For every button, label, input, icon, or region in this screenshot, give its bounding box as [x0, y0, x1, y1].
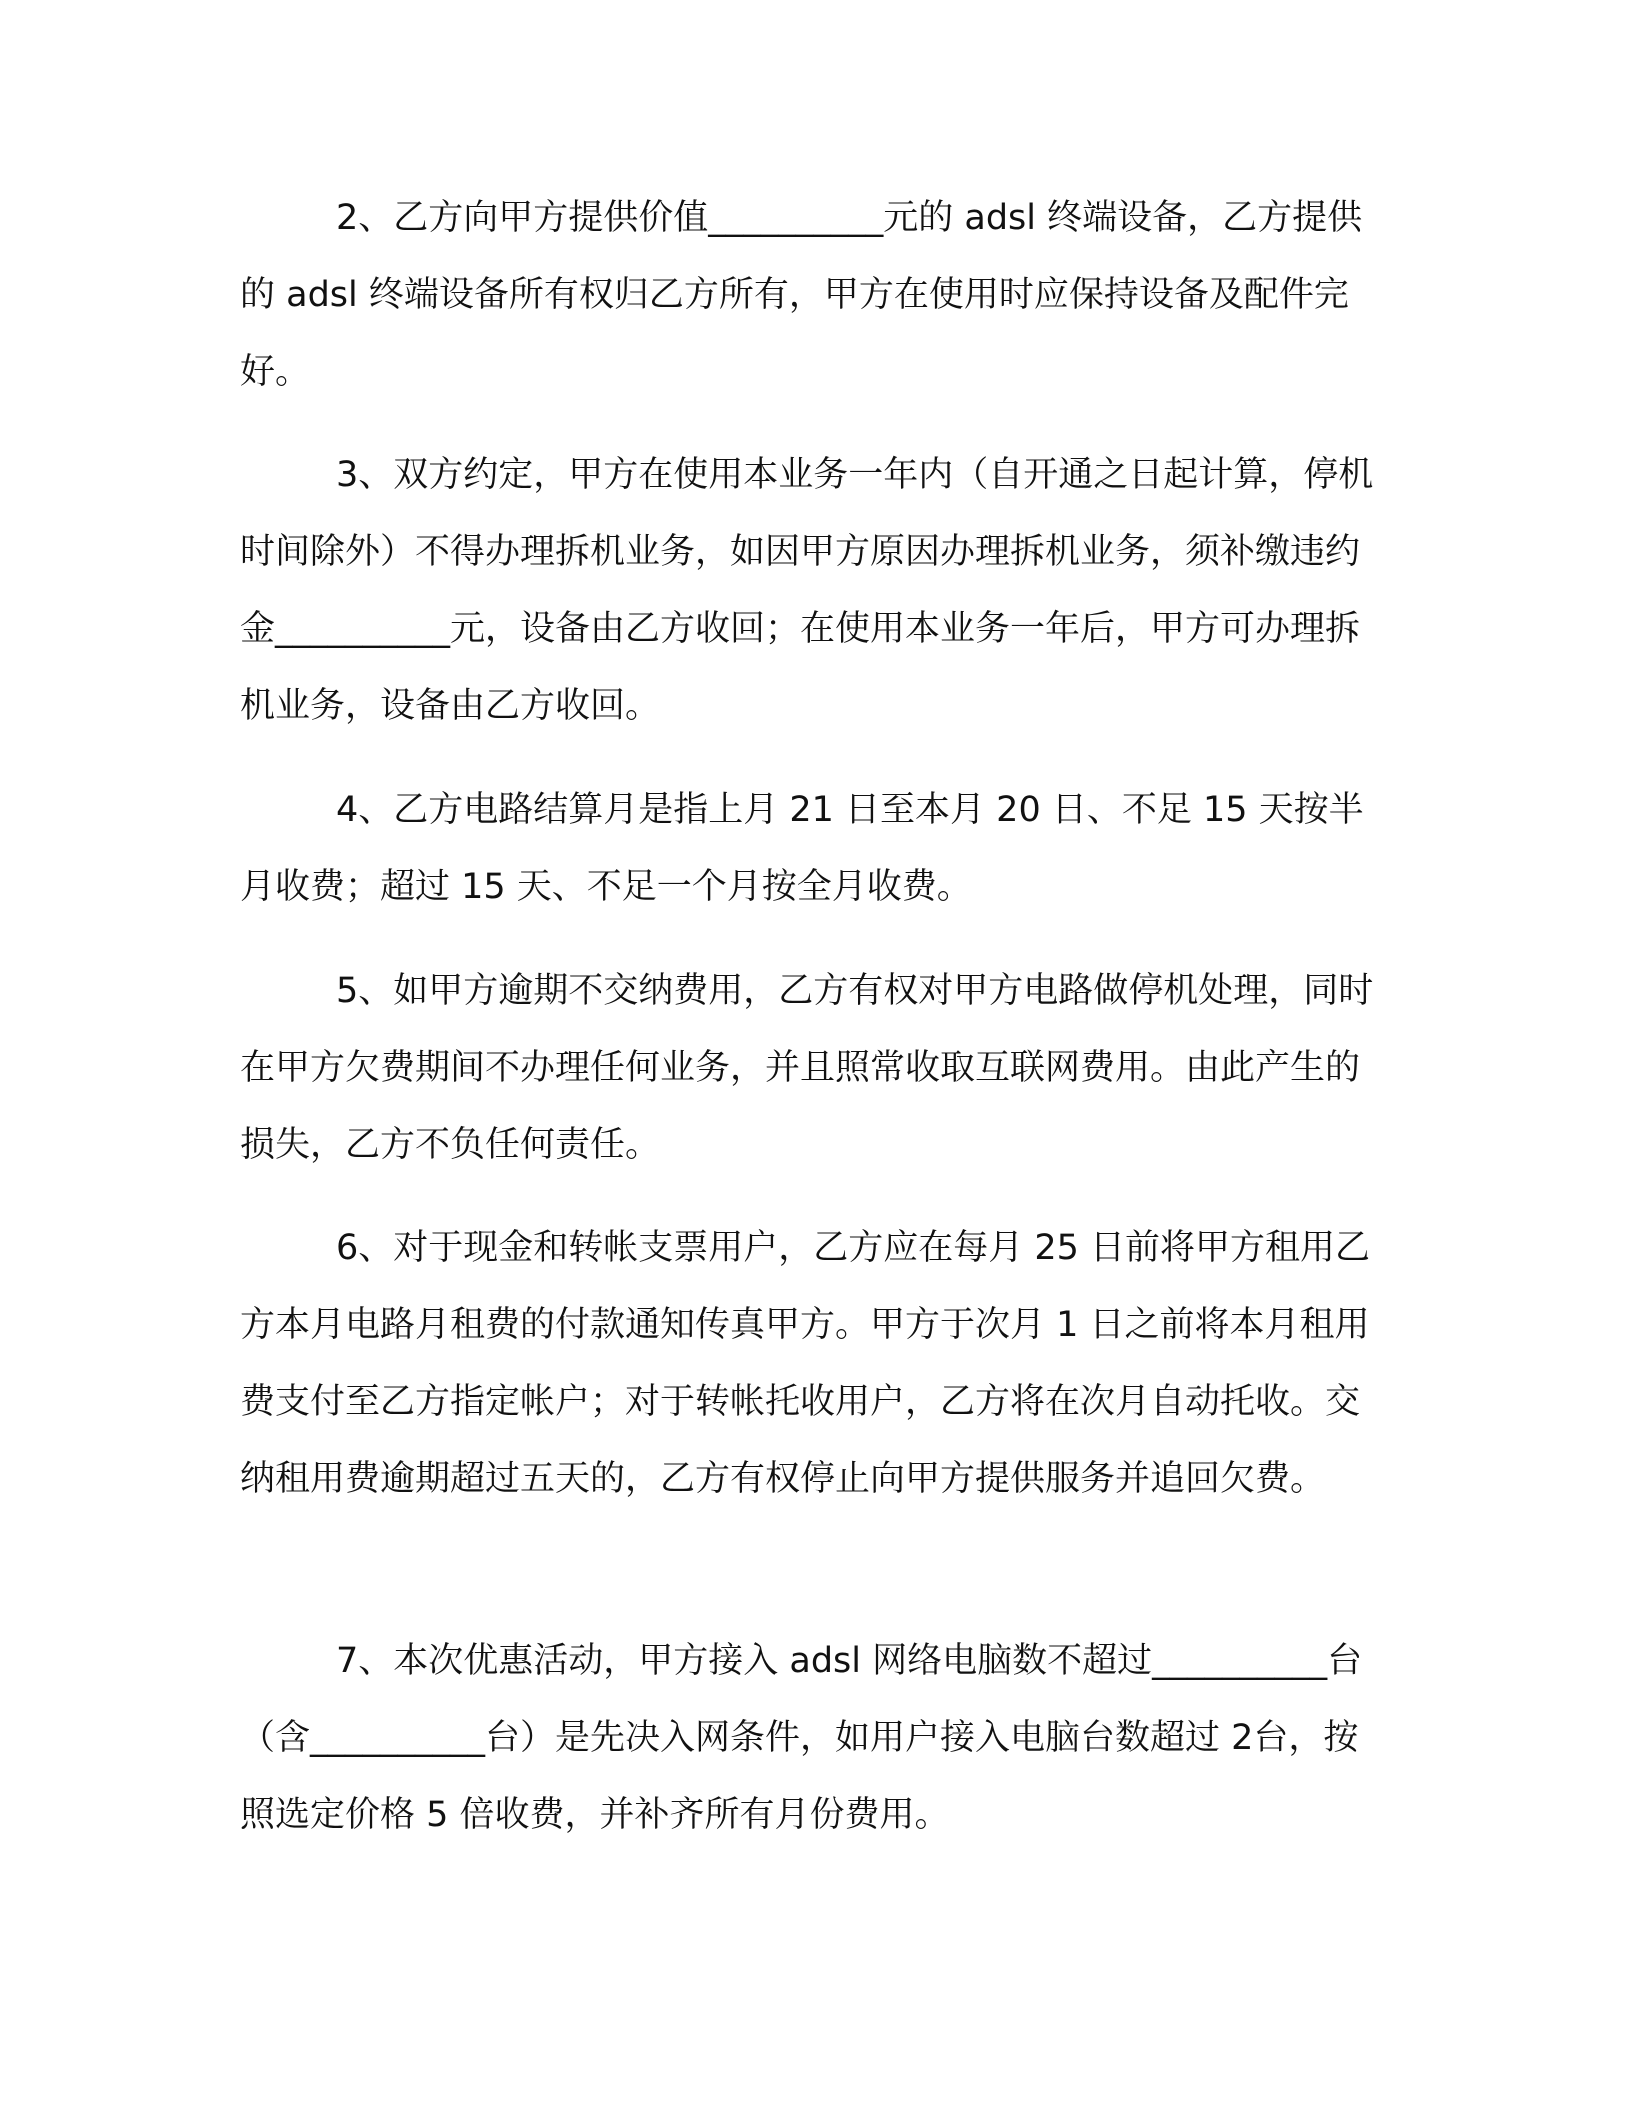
clause-7-paragraph: 7、本次优惠活动，甲方接入 adsl 网络电脑数不超过__________台（含__________台）是先决入网条件，如用户接入电脑台数超过 2台，按照选定价格 5 倍收费，并补齐所有月份费用。 [240, 1641, 1363, 1835]
clause-6-paragraph: 6、对于现金和转帐支票用户，乙方应在每月 25 日前将甲方租用乙方本月电路月租费的付款通知传真甲方。甲方于次月 1 日之前将本月租用费支付至乙方指定帐户；对于转帐托收用户，乙方将在次月自动托收。交纳租用费逾期超过五天的，乙方有权停止向甲方提供服务并追回欠费。 [240, 1228, 1371, 1499]
clause-2-paragraph: 2、乙方向甲方提供价值__________元的 adsl 终端设备，乙方提供的 adsl 终端设备所有权归乙方所有，甲方在使用时应保持设备及配件完好。 [240, 198, 1363, 392]
clause-4-paragraph: 4、乙方电路结算月是指上月 21 日至本月 20 日、不足 15 天按半月收费；超过 15 天、不足一个月按全月收费。 [240, 790, 1364, 907]
clause-5-paragraph: 5、如甲方逾期不交纳费用，乙方有权对甲方电路做停机处理，同时在甲方欠费期间不办理任何业务，并且照常收取互联网费用。由此产生的损失，乙方不负任何责任。 [240, 971, 1374, 1165]
clause-3-paragraph: 3、双方约定，甲方在使用本业务一年内（自开通之日起计算，停机时间除外）不得办理拆机业务，如因甲方原因办理拆机业务，须补缴违约金__________元，设备由乙方收回；在使用本业务一年后，甲方可办理拆机业务，设备由乙方收回。 [240, 455, 1374, 726]
